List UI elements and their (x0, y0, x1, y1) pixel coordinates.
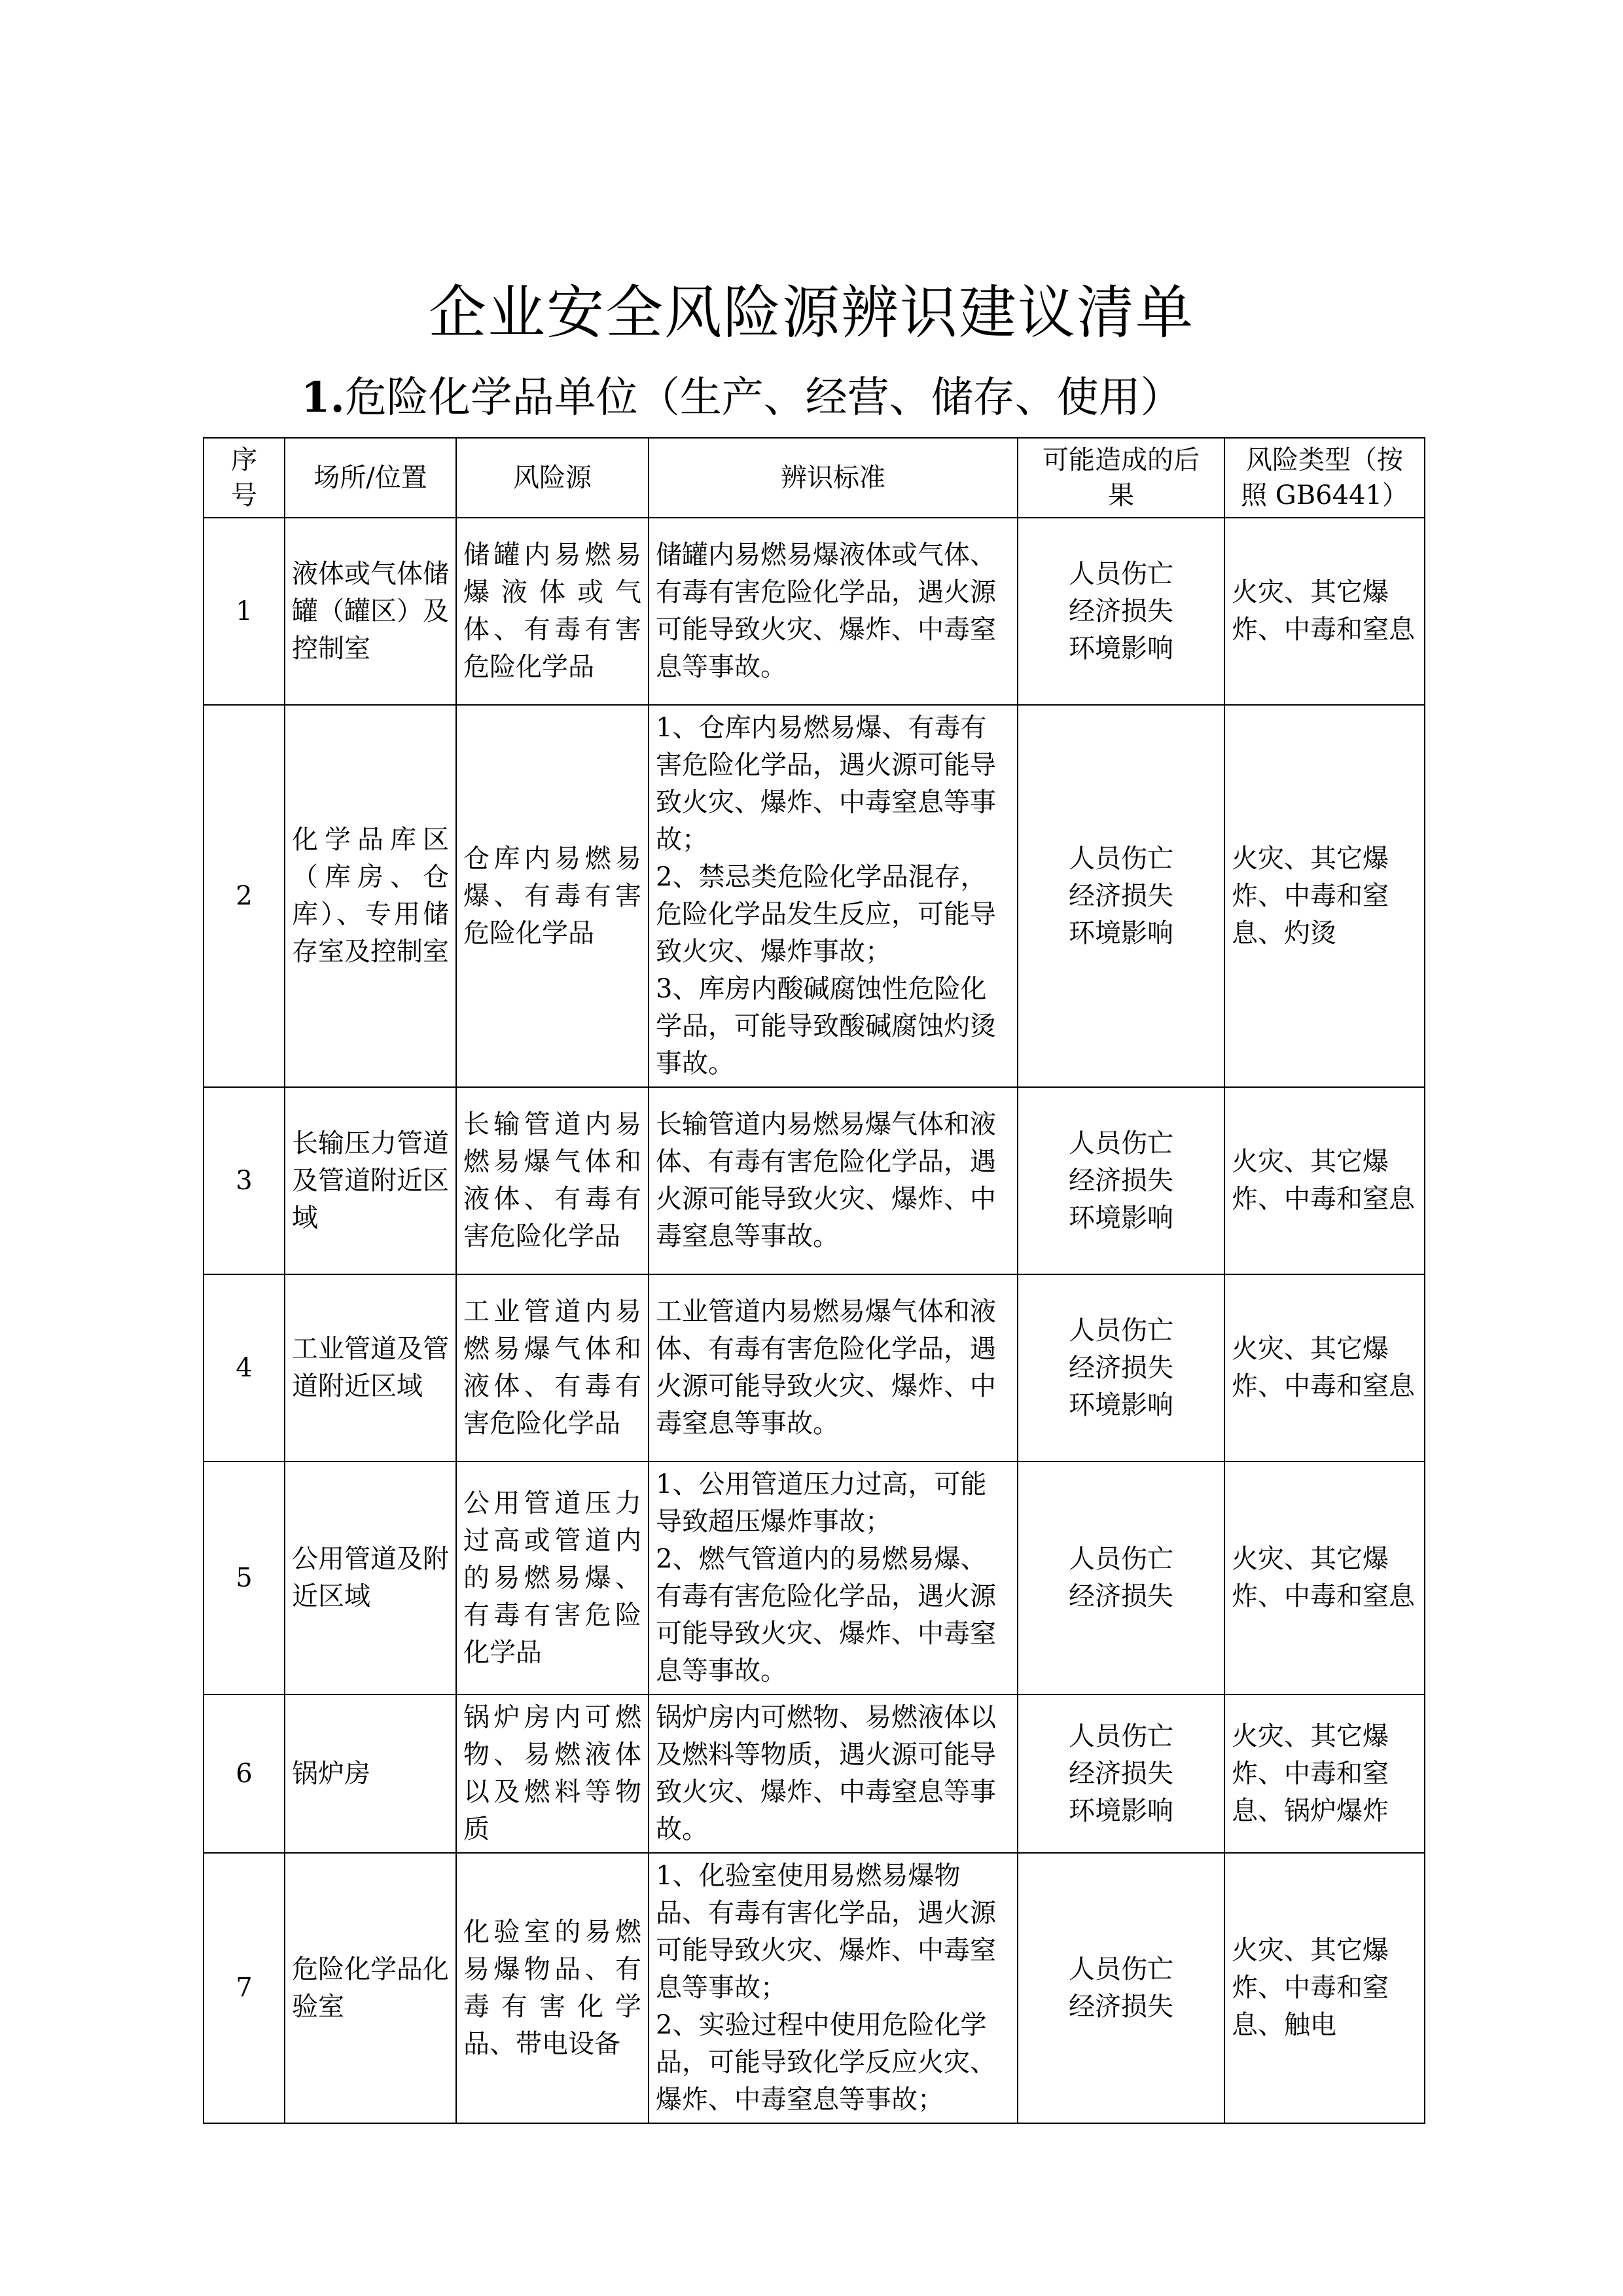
cell-source: 公用管道压力过高或管道内的易燃易爆、有毒有害危险化学品 (456, 1462, 649, 1695)
cell-no: 4 (204, 1274, 285, 1462)
cell-consequence: 人员伤亡 经济损失 环境影响 (1018, 518, 1224, 705)
cell-place: 液体或气体储罐（罐区）及控制室 (285, 518, 456, 705)
table-row (204, 1462, 1425, 1695)
table-row (204, 1274, 1425, 1462)
risk-table (203, 437, 1425, 2124)
cell-source: 仓库内易燃易爆、有毒有害危险化学品 (456, 705, 649, 1087)
cell-source: 锅炉房内可燃物、易燃液体以及燃料等物质 (456, 1695, 649, 1853)
cell-place: 工业管道及管道附近区域 (285, 1274, 456, 1462)
section-heading (301, 364, 1183, 424)
cell-criteria: 1、公用管道压力过高，可能导致超压爆炸事故； 2、燃气管道内的易燃易爆、有毒有害危险化学品，遇火源可能导致火灾、爆炸、中毒窒息等事故。 (649, 1462, 1018, 1695)
cell-type: 火灾、其它爆炸、中毒和窒息、触电 (1224, 1853, 1425, 2123)
cell-no: 7 (204, 1853, 285, 2123)
table-row (204, 705, 1425, 1087)
cell-type: 火灾、其它爆炸、中毒和窒息 (1224, 1274, 1425, 1462)
cell-no: 5 (204, 1462, 285, 1695)
cell-type: 火灾、其它爆炸、中毒和窒息、灼烫 (1224, 705, 1425, 1087)
cell-source: 工业管道内易燃易爆气体和液体、有毒有害危险化学品 (456, 1274, 649, 1462)
cell-source: 长输管道内易燃易爆气体和液体、有毒有害危险化学品 (456, 1087, 649, 1274)
cell-no: 3 (204, 1087, 285, 1274)
header-place: 场所/位置 (285, 438, 456, 518)
cell-consequence: 人员伤亡 经济损失 环境影响 (1018, 1274, 1224, 1462)
header-type: 风险类型（按 照 GB6441） (1224, 438, 1425, 518)
cell-place: 公用管道及附近区域 (285, 1462, 456, 1695)
cell-type: 火灾、其它爆炸、中毒和窒息 (1224, 1462, 1425, 1695)
cell-place: 锅炉房 (285, 1695, 456, 1853)
cell-criteria: 储罐内易燃易爆液体或气体、有毒有害危险化学品，遇火源可能导致火灾、爆炸、中毒窒息等事故。 (649, 518, 1018, 705)
document-title: 企业安全风险源辨识建议清单 (428, 279, 1194, 346)
table-row (204, 1853, 1425, 2123)
cell-criteria: 1、化验室使用易燃易爆物品、有毒有害化学品，遇火源可能导致火灾、爆炸、中毒窒息等事故； 2、实验过程中使用危险化学品，可能导致化学反应火灾、爆炸、中毒窒息等事故； (649, 1853, 1018, 2123)
table-row (204, 1695, 1425, 1853)
cell-criteria: 工业管道内易燃易爆气体和液体、有毒有害危险化学品，遇火源可能导致火灾、爆炸、中毒窒息等事故。 (649, 1274, 1018, 1462)
cell-type: 火灾、其它爆炸、中毒和窒息、锅炉爆炸 (1224, 1695, 1425, 1853)
header-criteria: 辨识标准 (649, 438, 1018, 518)
cell-no: 6 (204, 1695, 285, 1853)
header-no: 序 号 (204, 438, 285, 518)
cell-place: 危险化学品化验室 (285, 1853, 456, 2123)
cell-source: 化验室的易燃易爆物品、有毒有害化学品、带电设备 (456, 1853, 649, 2123)
table-header-row (204, 438, 1425, 518)
cell-criteria: 长输管道内易燃易爆气体和液体、有毒有害危险化学品，遇火源可能导致火灾、爆炸、中毒窒息等事故。 (649, 1087, 1018, 1274)
cell-criteria: 1、仓库内易燃易爆、有毒有害危险化学品，遇火源可能导致火灾、爆炸、中毒窒息等事故； 2、禁忌类危险化学品混存，危险化学品发生反应，可能导致火灾、爆炸事故； 3、库房内酸碱腐蚀性危险化学品，可能导致酸碱腐蚀灼烫事故。 (649, 705, 1018, 1087)
section-number: 1. (301, 373, 345, 422)
cell-type: 火灾、其它爆炸、中毒和窒息 (1224, 1087, 1425, 1274)
cell-no: 2 (204, 705, 285, 1087)
cell-no: 1 (204, 518, 285, 705)
cell-consequence: 人员伤亡 经济损失 环境影响 (1018, 1087, 1224, 1274)
header-source: 风险源 (456, 438, 649, 518)
section-title: 危险化学品单位（生产、经营、储存、使用） (344, 374, 1183, 422)
cell-criteria: 锅炉房内可燃物、易燃液体以及燃料等物质，遇火源可能导致火灾、爆炸、中毒窒息等事故。 (649, 1695, 1018, 1853)
header-consequence: 可能造成的后 果 (1018, 438, 1224, 518)
cell-consequence: 人员伤亡 经济损失 环境影响 (1018, 1695, 1224, 1853)
cell-consequence: 人员伤亡 经济损失 (1018, 1853, 1224, 2123)
cell-consequence: 人员伤亡 经济损失 (1018, 1462, 1224, 1695)
cell-consequence: 人员伤亡 经济损失 环境影响 (1018, 705, 1224, 1087)
cell-place: 化学品库区（库房、仓库）、专用储存室及控制室 (285, 705, 456, 1087)
cell-type: 火灾、其它爆炸、中毒和窒息 (1224, 518, 1425, 705)
cell-place: 长输压力管道及管道附近区域 (285, 1087, 456, 1274)
table-row (204, 1087, 1425, 1274)
cell-source: 储罐内易燃易爆液体或气体、有毒有害危险化学品 (456, 518, 649, 705)
table-row (204, 518, 1425, 705)
